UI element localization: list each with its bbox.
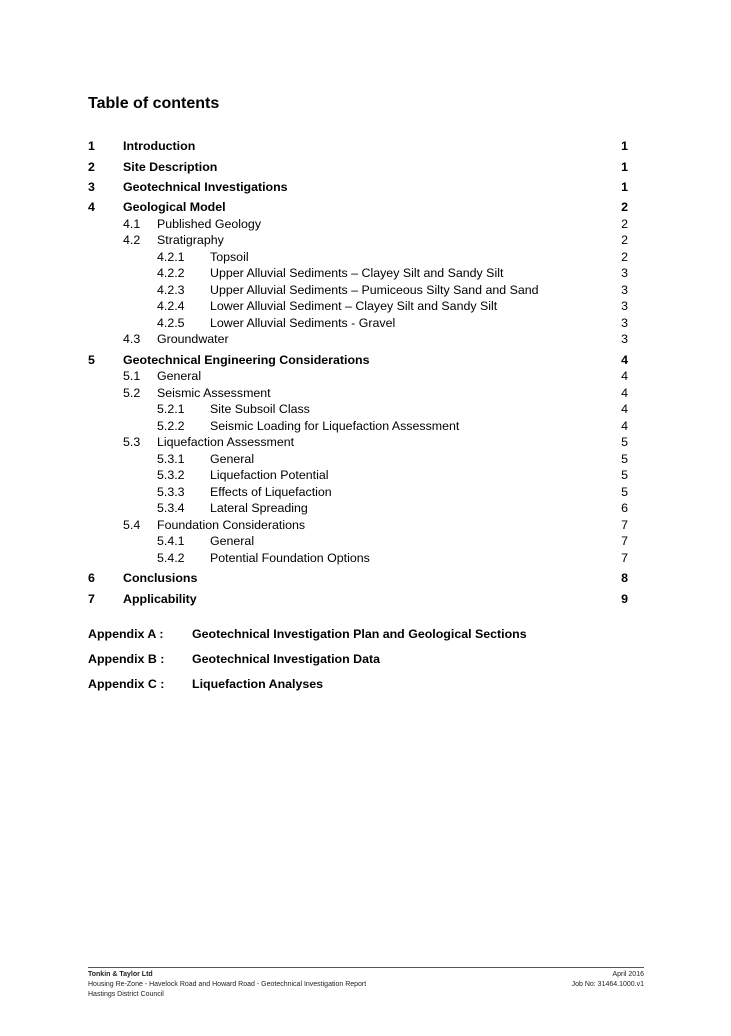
toc-page: 4 xyxy=(621,353,628,367)
toc-page: 3 xyxy=(621,332,628,346)
toc-entry[interactable] xyxy=(0,368,731,384)
toc-page: 2 xyxy=(621,250,628,264)
toc-entry[interactable] xyxy=(0,199,731,215)
toc-number: 5.2.2 xyxy=(157,419,185,433)
toc-title: Lower Alluvial Sediment – Clayey Silt and Sandy Silt xyxy=(210,299,498,313)
toc-page: 3 xyxy=(621,266,628,280)
toc-page: 4 xyxy=(621,419,628,433)
toc-entry[interactable] xyxy=(0,179,731,195)
toc-number: 4.3 xyxy=(123,332,141,346)
toc-number: 4.2 xyxy=(123,233,141,247)
toc-entry[interactable] xyxy=(0,401,731,417)
appendix-title: Liquefaction Analyses xyxy=(192,677,324,691)
toc-entry[interactable] xyxy=(0,591,731,607)
toc-title: Introduction xyxy=(123,139,196,153)
toc-entry[interactable] xyxy=(0,352,731,368)
toc-entry[interactable] xyxy=(0,517,731,533)
toc-entry[interactable] xyxy=(0,550,731,566)
toc-number: 4.2.4 xyxy=(157,299,185,313)
toc-number: 5.3.1 xyxy=(157,452,185,466)
toc-number: 5.3.4 xyxy=(157,501,185,515)
toc-entry[interactable] xyxy=(0,232,731,248)
toc-title: Stratigraphy xyxy=(157,233,224,247)
toc-entry[interactable] xyxy=(0,385,731,401)
toc-title: Topsoil xyxy=(210,250,249,264)
toc-entry[interactable] xyxy=(0,451,731,467)
toc-title: Geotechnical Investigations xyxy=(123,180,288,194)
toc-number: 3 xyxy=(88,180,95,194)
appendix-label: Appendix C : xyxy=(88,677,165,691)
toc-title: Lower Alluvial Sediments - Gravel xyxy=(210,316,396,330)
toc-entry[interactable] xyxy=(0,533,731,549)
toc-page: 5 xyxy=(621,468,628,482)
toc-title: General xyxy=(157,369,202,383)
page-title: Table of contents xyxy=(88,95,220,112)
toc-number: 4.2.1 xyxy=(157,250,185,264)
footer-date: April 2016 xyxy=(612,971,644,978)
toc-title: Potential Foundation Options xyxy=(210,551,370,565)
toc-number: 5.3.2 xyxy=(157,468,185,482)
toc-number: 1 xyxy=(88,139,95,153)
toc-title: Upper Alluvial Sediments – Clayey Silt and Sandy Silt xyxy=(210,266,504,280)
toc-title: Seismic Loading for Liquefaction Assessment xyxy=(210,419,460,433)
toc-number: 5.3.3 xyxy=(157,485,185,499)
toc-title: Applicability xyxy=(123,592,197,606)
toc-number: 5.4.1 xyxy=(157,534,185,548)
toc-number: 4.1 xyxy=(123,217,141,231)
toc-title: Liquefaction Potential xyxy=(210,468,329,482)
toc-page: 3 xyxy=(621,283,628,297)
toc-number: 5.3 xyxy=(123,435,141,449)
toc-page: 5 xyxy=(621,452,628,466)
appendix-entry[interactable] xyxy=(0,676,731,692)
toc-title: General xyxy=(210,452,255,466)
toc-page: 4 xyxy=(621,369,628,383)
toc-number: 5 xyxy=(88,353,95,367)
toc-entry[interactable] xyxy=(0,298,731,314)
toc-number: 5.4 xyxy=(123,518,141,532)
appendix-title: Geotechnical Investigation Data xyxy=(192,652,380,666)
toc-number: 5.2.1 xyxy=(157,402,185,416)
toc-entry[interactable] xyxy=(0,418,731,434)
appendix-label: Appendix A : xyxy=(88,627,164,641)
toc-title: Site Description xyxy=(123,160,218,174)
toc-page: 3 xyxy=(621,299,628,313)
toc-title: Upper Alluvial Sediments – Pumiceous Silty Sand and Sand xyxy=(210,283,539,297)
footer-company: Tonkin & Taylor Ltd xyxy=(88,971,153,978)
toc-entry[interactable] xyxy=(0,434,731,450)
footer-job-number: Job No: 31464.1000.v1 xyxy=(571,981,644,988)
toc-page: 8 xyxy=(621,571,628,585)
toc-page: 6 xyxy=(621,501,628,515)
toc-page: 7 xyxy=(621,534,628,548)
toc-entry[interactable] xyxy=(0,249,731,265)
footer-divider xyxy=(88,967,644,968)
toc-entry[interactable] xyxy=(0,265,731,281)
toc-page: 4 xyxy=(621,402,628,416)
toc-title: Geological Model xyxy=(123,200,226,214)
appendix-entry[interactable] xyxy=(0,626,731,642)
toc-page: 5 xyxy=(621,435,628,449)
footer-project: Housing Re-Zone - Havelock Road and Howard Road - Geotechnical Investigation Report xyxy=(88,981,367,988)
toc-title: Geotechnical Engineering Considerations xyxy=(123,353,370,367)
toc-page: 1 xyxy=(621,160,628,174)
toc-title: Effects of Liquefaction xyxy=(210,485,332,499)
toc-title: Site Subsoil Class xyxy=(210,402,310,416)
toc-number: 5.2 xyxy=(123,386,141,400)
toc-page: 2 xyxy=(621,217,628,231)
toc-entry[interactable] xyxy=(0,484,731,500)
toc-number: 5.4.2 xyxy=(157,551,185,565)
toc-page: 9 xyxy=(621,592,628,606)
toc-number: 4 xyxy=(88,200,95,214)
toc-page: 5 xyxy=(621,485,628,499)
toc-title: Published Geology xyxy=(157,217,262,231)
appendix-entry[interactable] xyxy=(0,651,731,667)
toc-number: 4.2.3 xyxy=(157,283,185,297)
toc-title: Groundwater xyxy=(157,332,229,346)
toc-entry[interactable] xyxy=(0,138,731,154)
appendix-label: Appendix B : xyxy=(88,652,165,666)
toc-page: 1 xyxy=(621,139,628,153)
toc-page: 4 xyxy=(621,386,628,400)
footer-client: Hastings District Council xyxy=(88,991,164,998)
toc-entry[interactable] xyxy=(0,331,731,347)
toc-title: General xyxy=(210,534,255,548)
toc-number: 4.2.5 xyxy=(157,316,185,330)
toc-number: 5.1 xyxy=(123,369,141,383)
toc-page: 2 xyxy=(621,200,628,214)
toc-entry[interactable] xyxy=(0,315,731,331)
toc-page: 3 xyxy=(621,316,628,330)
toc-title: Liquefaction Assessment xyxy=(157,435,295,449)
toc-number: 6 xyxy=(88,571,95,585)
toc-title: Seismic Assessment xyxy=(157,386,271,400)
toc-entry[interactable] xyxy=(0,500,731,516)
appendix-title: Geotechnical Investigation Plan and Geological Sections xyxy=(192,627,527,641)
toc-page: 2 xyxy=(621,233,628,247)
toc-number: 2 xyxy=(88,160,95,174)
toc-entry[interactable] xyxy=(0,282,731,298)
toc-title: Foundation Considerations xyxy=(157,518,306,532)
toc-page: 1 xyxy=(621,180,628,194)
toc-entry[interactable] xyxy=(0,159,731,175)
toc-entry[interactable] xyxy=(0,467,731,483)
toc-title: Lateral Spreading xyxy=(210,501,308,515)
toc-page: 7 xyxy=(621,518,628,532)
toc-title: Conclusions xyxy=(123,571,198,585)
toc-page: 7 xyxy=(621,551,628,565)
toc-number: 7 xyxy=(88,592,95,606)
toc-entry[interactable] xyxy=(0,216,731,232)
toc-number: 4.2.2 xyxy=(157,266,185,280)
toc-entry[interactable] xyxy=(0,570,731,586)
